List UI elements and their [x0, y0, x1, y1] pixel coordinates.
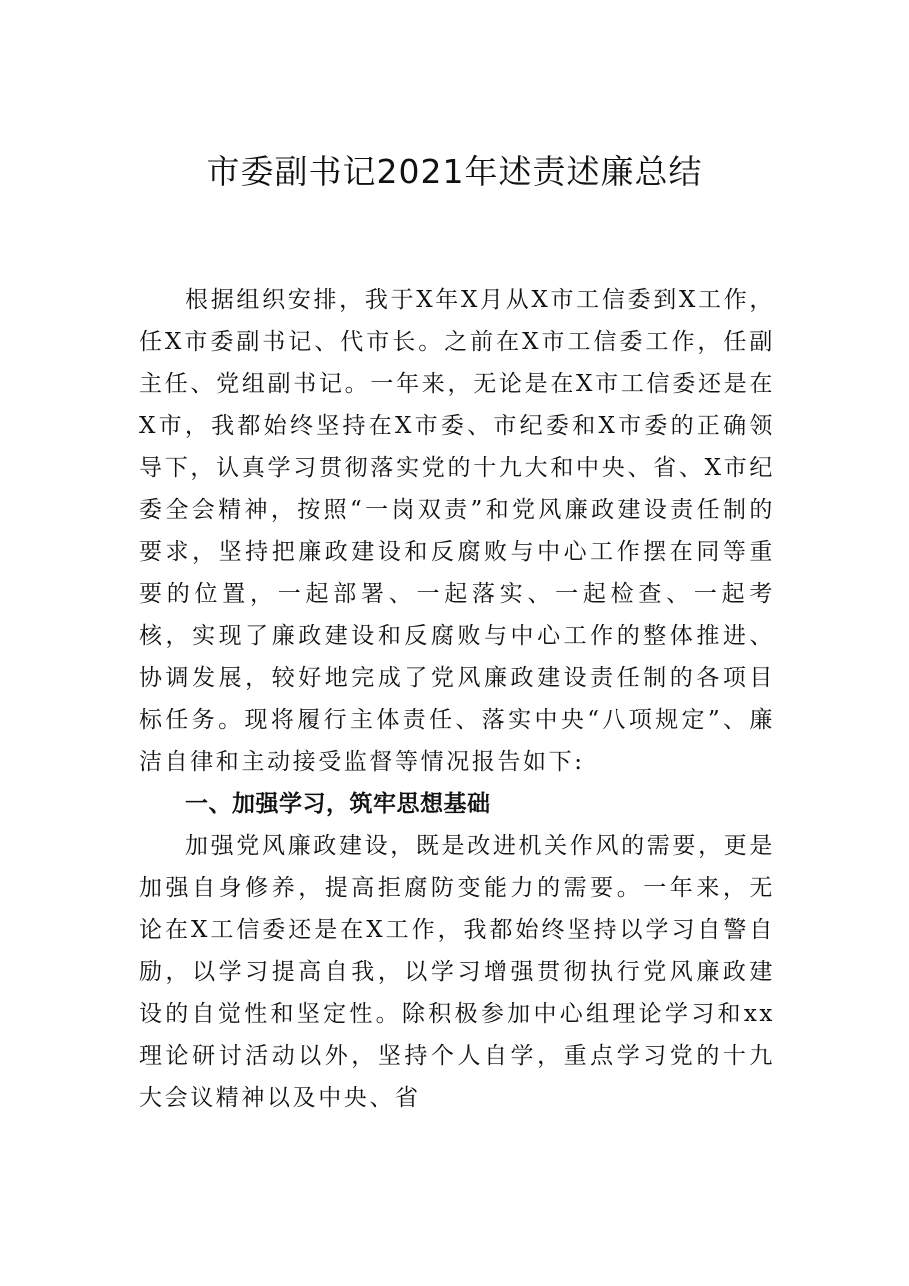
document-title: 市委副书记2021年述责述廉总结 [206, 152, 703, 191]
section-paragraph: 加强党风廉政建设，既是改进机关作风的需要，更是加强自身修养，提高拒腐防变能力的需要。一年来，无论在X工信委还是在X工作，我都始终坚持以学习自警自励，以学习提高自我，以学习增强贯彻执行党风廉政建设的自觉性和坚定性。除积极参加中心组理论学习和xx理论研讨活动以外，坚持个人自学，重点学习党的十九大会议精神以及中央、省 [139, 833, 775, 1111]
section-heading: 一、加强学习，筑牢思想基础 [185, 791, 491, 817]
document-body [139, 279, 775, 1119]
intro-paragraph: 根据组织安排，我于X年X月从X市工信委到X工作，任X市委副书记、代市长。之前在X市工信委工作，任副主任、党组副书记。一年来，无论是在X市工信委还是在X市，我都始终坚持在X市委、市纪委和X市委的正确领导下，认真学习贯彻落实党的十九大和中央、省、X市纪委全会精神，按照“一岗双责”和党风廉政建设责任制的要求，坚持把廉政建设和反腐败与中心工作摆在同等重要的位置，一起部署、一起落实、一起检查、一起考核，实现了廉政建设和反腐败与中心工作的整体推进、协调发展，较好地完成了党风廉政建设责任制的各项目标任务。现将履行主体责任、落实中央“八项规定”、廉洁自律和主动接受监督等情况报告如下: [139, 287, 775, 775]
